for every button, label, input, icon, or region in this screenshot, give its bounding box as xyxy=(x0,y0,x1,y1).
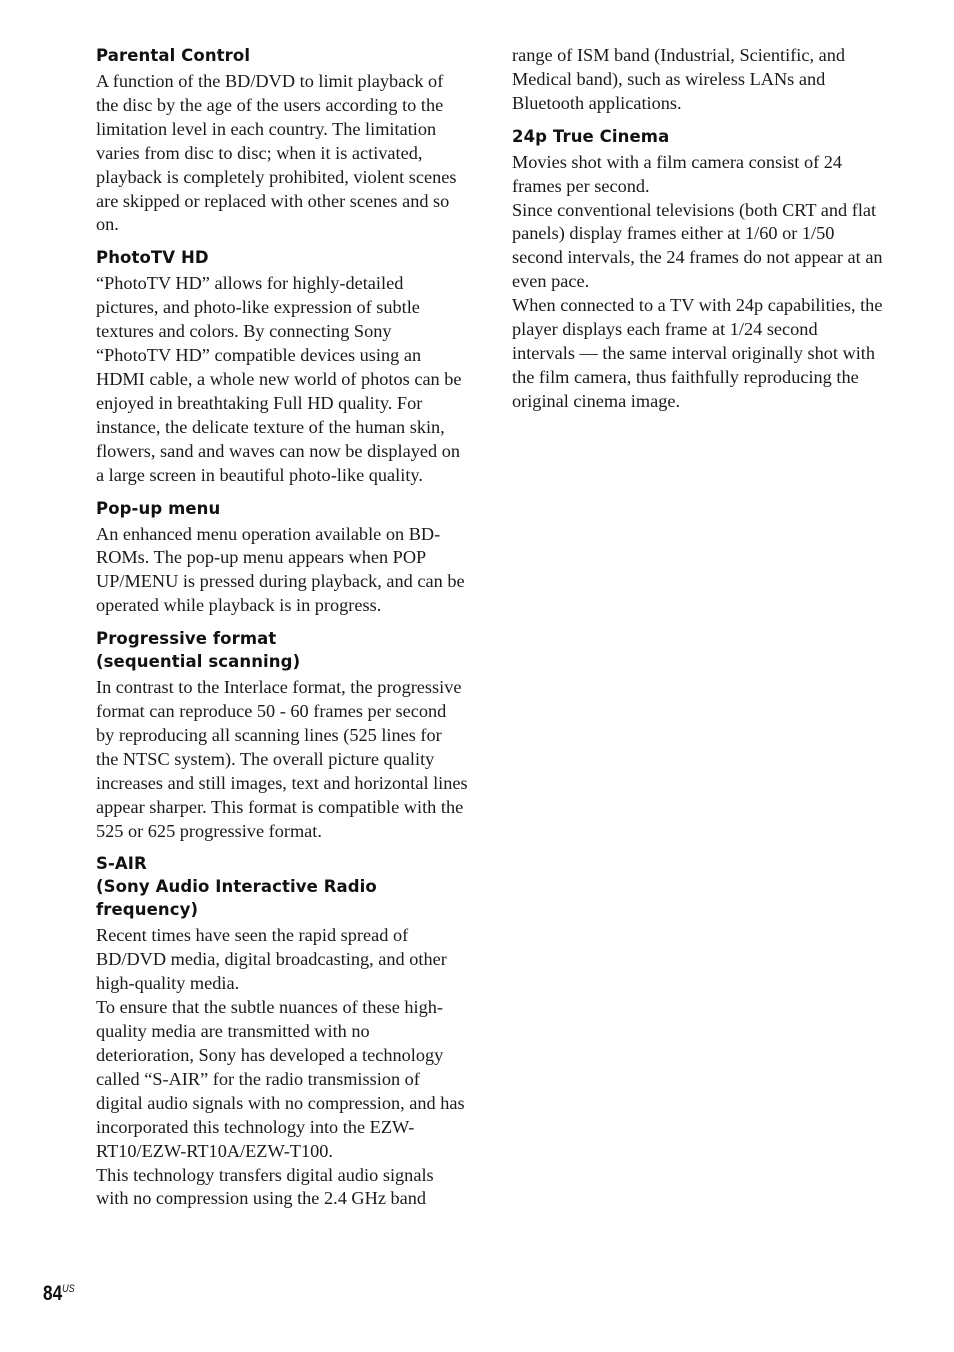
text-popup-menu: An enhanced menu operation available on BD-ROMs. The pop-up menu appears when POP UP/MENU is pressed during playback, and can be operated while playback is in progress. xyxy=(96,523,465,616)
text-s-air-3: This technology transfers digital audio signals with no compression using the 2.4 GHz band xyxy=(96,1164,434,1209)
text-s-air-continued: range of ISM band (Industrial, Scientific, and Medical band), such as wireless LANs and Bluetooth applications. xyxy=(512,45,846,113)
heading-progressive-format xyxy=(96,627,468,673)
page-number-suffix: US xyxy=(62,1283,75,1295)
page-number-value: 84 xyxy=(43,1282,63,1305)
text-true-cinema-2: Since conventional televisions (both CRT and flat panels) display frames either at 1/60 or 1/50 second intervals, the 24 frames do not appear at an even pace. xyxy=(512,199,883,292)
heading-line: S-AIR xyxy=(96,854,147,874)
text-s-air-2: To ensure that the subtle nuances of these high-quality media are transmitted with no deterioration, Sony has developed a technology called “S-AIR” for the radio transmission of digital audio signals with no compression, and has incorporated this technology into the EZW-RT10/EZW-RT10A/EZW-T100. xyxy=(96,997,465,1161)
heading-line: (sequential scanning) xyxy=(96,652,301,672)
text-true-cinema-1: Movies shot with a film camera consist of 24 frames per second. xyxy=(512,151,843,196)
heading-line: Progressive format xyxy=(96,629,277,649)
text-progressive-format: In contrast to the Interlace format, the progressive format can reproduce 50 - 60 frames per second by reproducing all scanning lines (525 lines for the NTSC system). The overall picture quality increases and still images, text and horizontal lines appear sharper. This format is compatible with the 525 or 625 progressive format. xyxy=(96,677,468,841)
text-s-air-1: Recent times have seen the rapid spread of BD/DVD media, digital broadcasting, and other high-quality media. xyxy=(96,925,447,994)
left-column xyxy=(96,44,468,1220)
entry-s-air-continued xyxy=(512,44,884,116)
entry-popup-menu xyxy=(96,497,468,619)
text-parental-control: A function of the BD/DVD to limit playback of the disc by the age of the users according to the limitation level in each country. The limitation varies from disc to disc; when it is activated, playback is completely prohibited, violent scenes are skipped or replaced with other scenes and so on. xyxy=(96,71,457,235)
heading-s-air xyxy=(96,852,468,921)
text-true-cinema-3: When connected to a TV with 24p capabilities, the player displays each frame at 1/24 second intervals — the same interval originally shot with the film camera, thus faithfully reproducing the original cinema image. xyxy=(512,295,883,411)
text-phototv-hd: “PhotoTV HD” allows for highly-detailed pictures, and photo-like expression of subtle textures and colors. By connecting Sony “PhotoTV HD” compatible devices using an HDMI cable, a whole new world of photos can be enjoyed in breathtaking Full HD quality. For instance, the delicate texture of the human skin, flowers, sand and waves can now be displayed on a large screen in beautiful photo-like quality. xyxy=(96,273,462,485)
entry-phototv-hd xyxy=(96,246,468,487)
entry-s-air xyxy=(96,852,468,1211)
heading-phototv-hd: PhotoTV HD xyxy=(96,248,209,268)
page-number xyxy=(43,1282,75,1306)
right-column xyxy=(512,44,884,423)
heading-24p-true-cinema: 24p True Cinema xyxy=(512,126,670,146)
heading-line: frequency) xyxy=(96,900,199,920)
heading-parental-control: Parental Control xyxy=(96,46,251,65)
entry-parental-control xyxy=(96,44,468,237)
heading-popup-menu: Pop-up menu xyxy=(96,498,221,518)
entry-24p-true-cinema xyxy=(512,125,884,414)
entry-progressive-format xyxy=(96,627,468,843)
heading-line: (Sony Audio Interactive Radio xyxy=(96,877,377,897)
